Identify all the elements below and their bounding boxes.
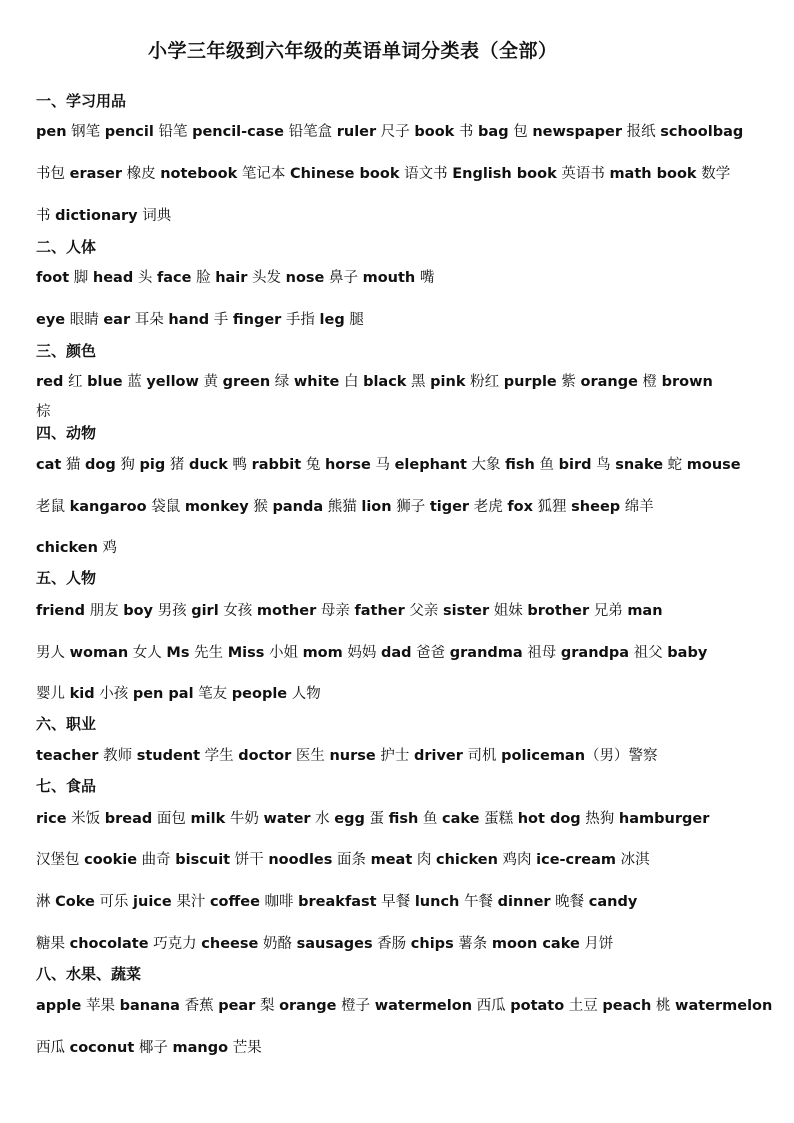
section-heading: 七、食品: [36, 777, 97, 795]
vocab-line: foot 脚 head 头 face 脸 hair 头发 nose 鼻子 mouth 嘴: [36, 270, 435, 286]
vocab-line: 男人 woman 女人 Ms 先生 Miss 小姐 mom 妈妈 dad 爸爸 grandma 祖母 grandpa 祖父 baby: [36, 645, 708, 661]
section-heading: 四、动物: [36, 424, 97, 442]
vocab-line: 老鼠 kangaroo 袋鼠 monkey 猴 panda 熊猫 lion 狮子 tiger 老虎 fox 狐狸 sheep 绵羊: [36, 499, 654, 515]
vocab-line: 西瓜 coconut 椰子 mango 芒果: [36, 1040, 262, 1056]
vocab-line: eye 眼睛 ear 耳朵 hand 手 finger 手指 leg 腿: [36, 312, 364, 328]
vocab-line: 书包 eraser 橡皮 notebook 笔记本 Chinese book 语文书 English book 英语书 math book 数学: [36, 166, 731, 182]
section-heading: 三、颜色: [36, 342, 97, 360]
section-heading: 六、职业: [36, 715, 97, 733]
vocab-line: cat 猫 dog 狗 pig 猪 duck 鸭 rabbit 兔 horse 马 elephant 大象 fish 鱼 bird 鸟 snake 蛇 mouse: [36, 457, 741, 473]
vocab-line: 书 dictionary 词典: [36, 208, 172, 224]
vocab-line: 汉堡包 cookie 曲奇 biscuit 饼干 noodles 面条 meat 肉 chicken 鸡肉 ice-cream 冰淇: [36, 852, 650, 868]
vocab-line: red 红 blue 蓝 yellow 黄 green 绿 white 白 black 黑 pink 粉红 purple 紫 orange 橙 brown: [36, 374, 713, 390]
section-heading: 八、水果、蔬菜: [36, 965, 142, 983]
vocab-line: 糖果 chocolate 巧克力 cheese 奶酪 sausages 香肠 chips 薯条 moon cake 月饼: [36, 936, 614, 952]
vocab-line: apple 苹果 banana 香蕉 pear 梨 orange 橙子 watermelon 西瓜 potato 土豆 peach 桃 watermelon: [36, 998, 773, 1014]
section-heading: 五、人物: [36, 569, 97, 587]
vocab-line: rice 米饭 bread 面包 milk 牛奶 water 水 egg 蛋 fish 鱼 cake 蛋糕 hot dog 热狗 hamburger: [36, 811, 710, 827]
vocab-line: pen 钢笔 pencil 铅笔 pencil-case 铅笔盒 ruler 尺子 book 书 bag 包 newspaper 报纸 schoolbag: [36, 124, 744, 140]
section-heading: 一、学习用品: [36, 92, 127, 110]
vocab-line: teacher 教师 student 学生 doctor 医生 nurse 护士 driver 司机 policeman（男）警察: [36, 748, 658, 764]
vocab-line: 棕: [36, 404, 51, 420]
vocab-line: chicken 鸡: [36, 540, 118, 556]
vocab-line: friend 朋友 boy 男孩 girl 女孩 mother 母亲 father 父亲 sister 姐妹 brother 兄弟 man: [36, 603, 663, 619]
vocab-line: 婴儿 kid 小孩 pen pal 笔友 people 人物: [36, 686, 321, 702]
vocab-line: 淋 Coke 可乐 juice 果汁 coffee 咖啡 breakfast 早餐 lunch 午餐 dinner 晚餐 candy: [36, 894, 638, 910]
document-title: 小学三年级到六年级的英语单词分类表（全部）: [148, 40, 558, 62]
section-heading: 二、人体: [36, 238, 97, 256]
